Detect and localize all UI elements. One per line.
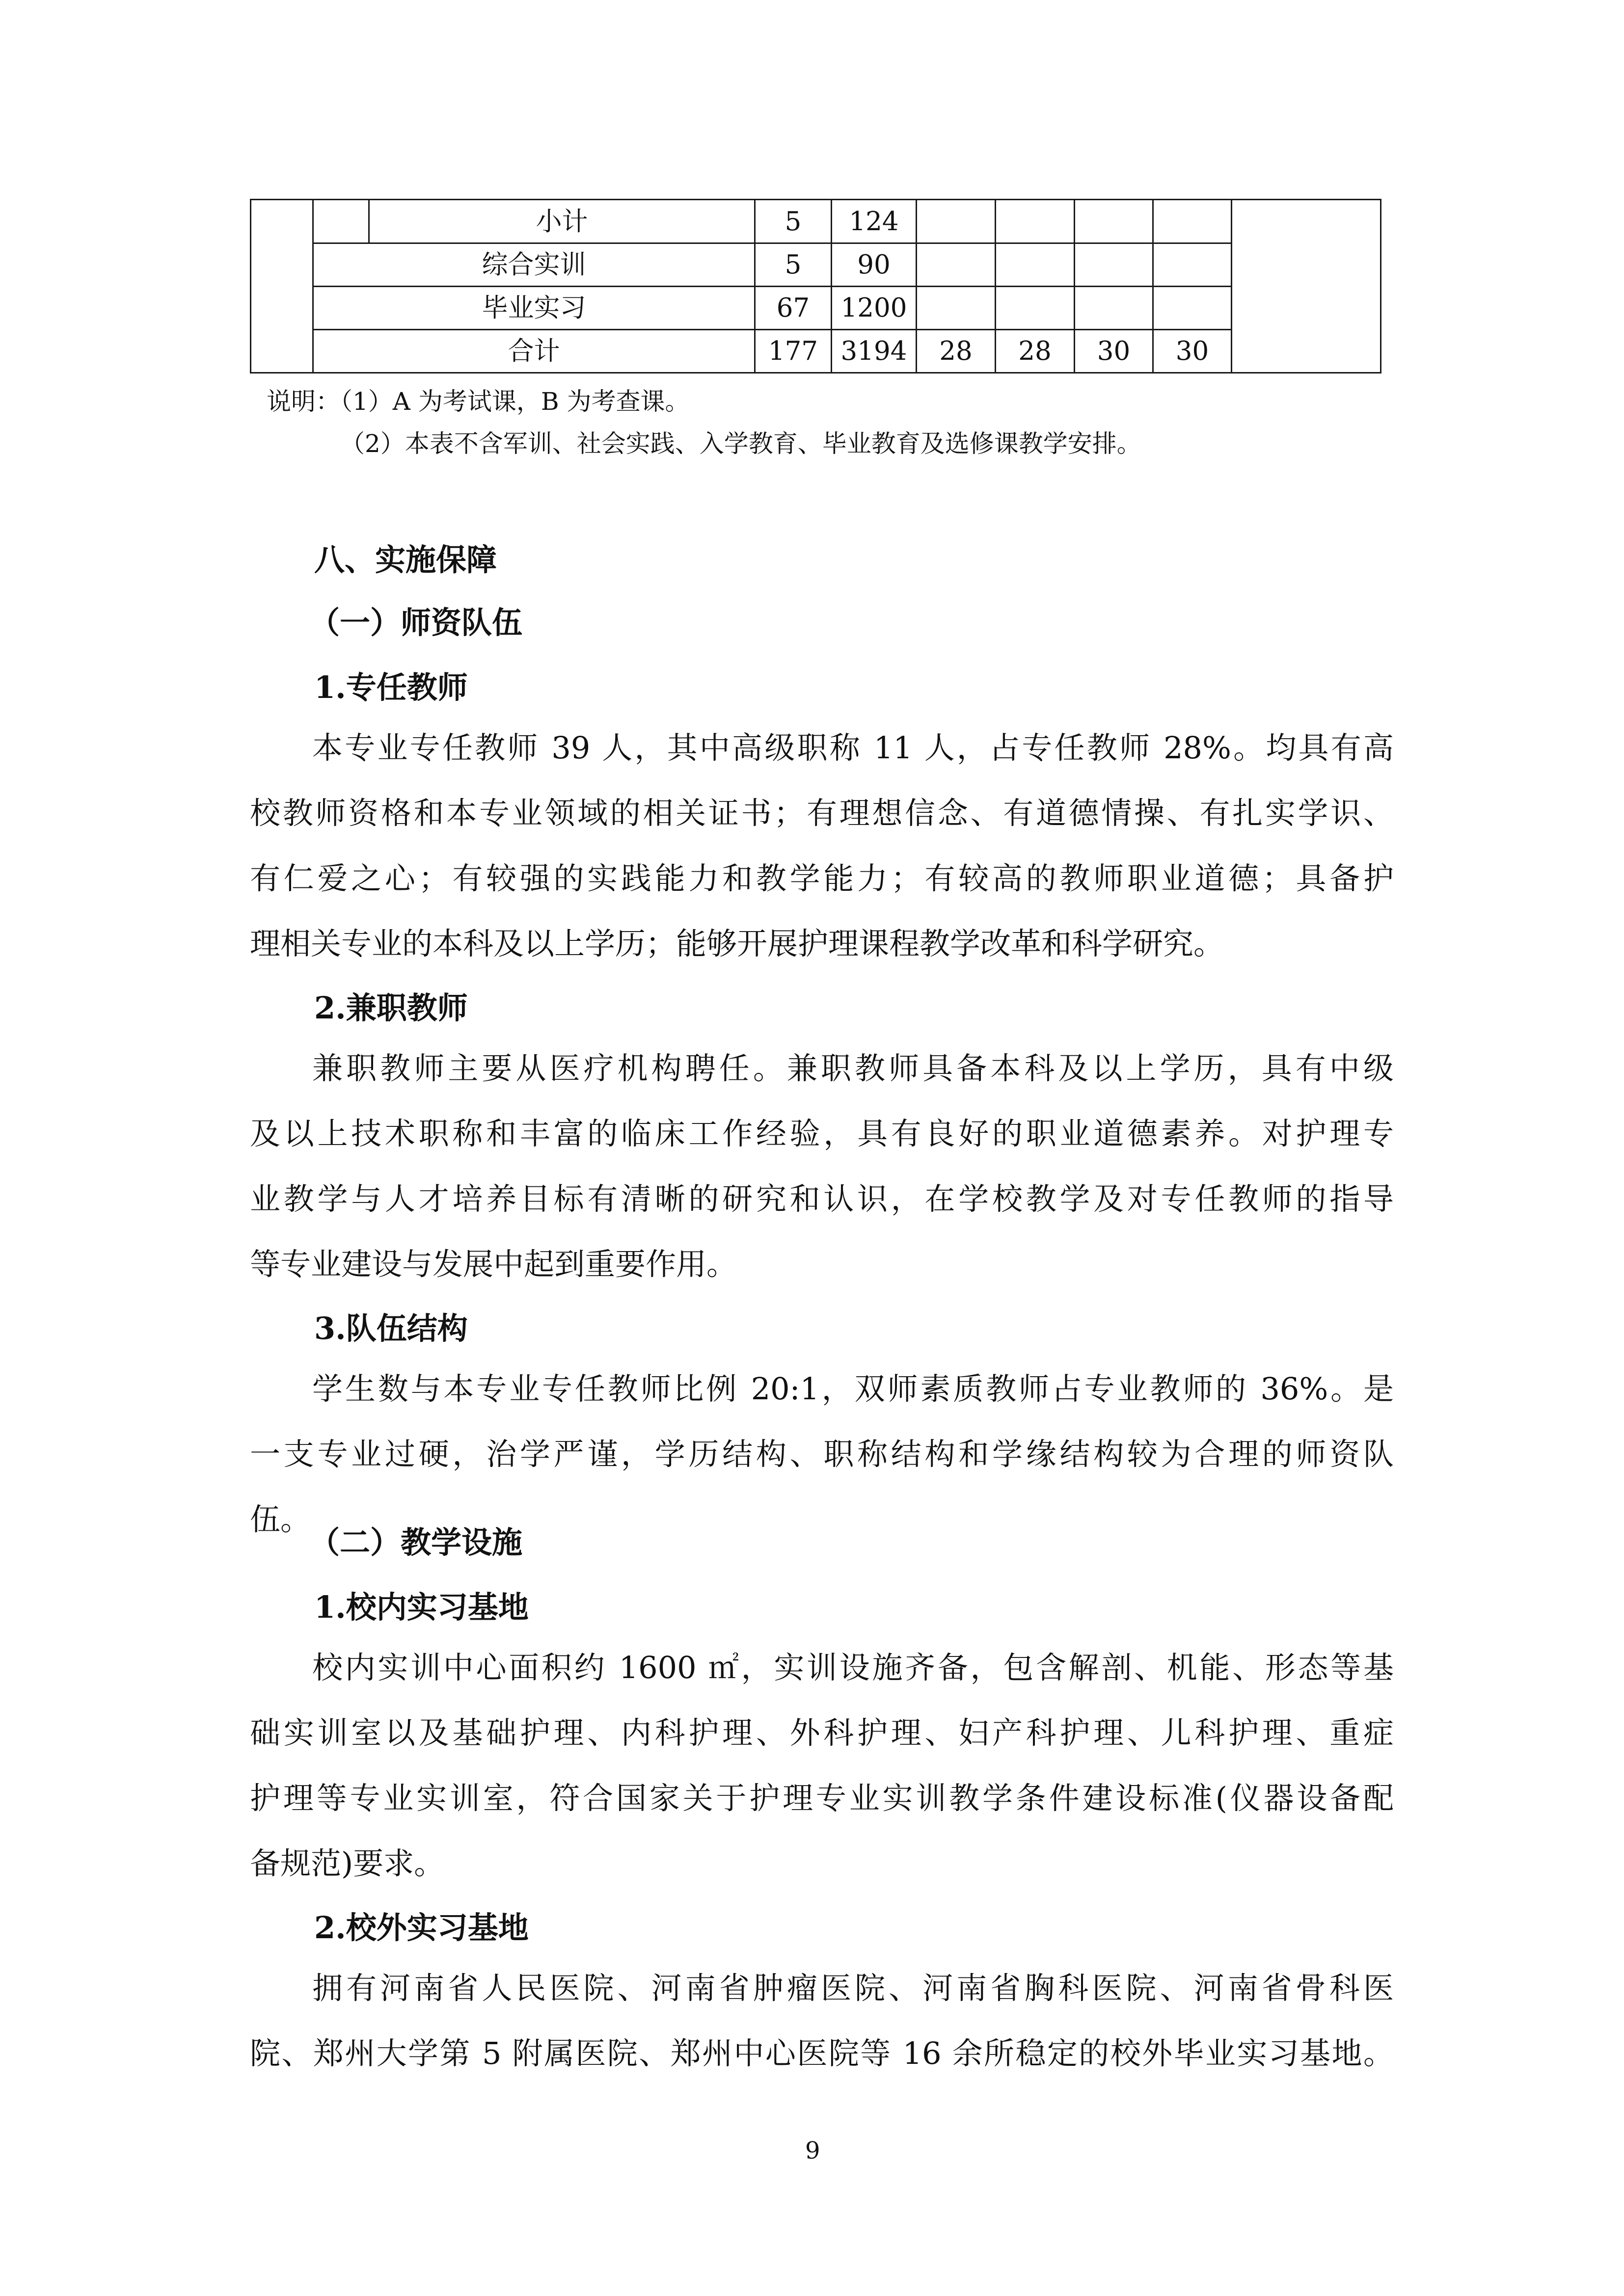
paragraph-line: 校内实训中心面积约 1600 ㎡，实训设施齐备，包含解剖、机能、形态等基 [312, 1650, 1394, 1685]
table-cell-label: 合计 [508, 336, 560, 366]
table-cell: 67 [776, 293, 810, 323]
table-cell: 3194 [840, 336, 907, 366]
paragraph-line: 及以上技术职称和丰富的临床工作经验，具有良好的职业道德素养。对护理专 [250, 1116, 1394, 1151]
curriculum-table [250, 199, 1381, 374]
table-rule [1231, 199, 1232, 374]
table-note-2: （2）本表不含军训、社会实践、入学教育、毕业教育及选修课教学安排。 [340, 429, 1141, 458]
table-cell: 28 [939, 336, 973, 366]
paragraph-line: 兼职教师主要从医疗机构聘任。兼职教师具备本科及以上学历，具有中级 [312, 1050, 1394, 1086]
paragraph-line: 业教学与人才培养目标有清晰的研究和认识，在学校教学及对专任教师的指导 [250, 1181, 1394, 1217]
paragraph-line: 学生数与本专业专任教师比例 20:1，双师素质教师占专业教师的 36%。是 [312, 1371, 1394, 1407]
paragraph-part-time-teachers [250, 1036, 1394, 1297]
paragraph-line: 拥有河南省人民医院、河南省肿瘤医院、河南省胸科医院、河南省骨科医 [312, 1970, 1394, 2006]
heading-team-structure: 3.队伍结构 [314, 1310, 468, 1346]
paragraph-line: 础实训室以及基础护理、内科护理、外科护理、妇产科护理、儿科护理、重症 [250, 1715, 1394, 1751]
subsection-title: （一）师资队伍 [309, 605, 523, 641]
table-cell: 124 [849, 206, 899, 237]
table-cell: 1200 [840, 293, 907, 323]
table-cell: 177 [768, 336, 818, 366]
paragraph-line: 备规范)要求。 [250, 1845, 445, 1881]
paragraph-line: 校教师资格和本专业领域的相关证书；有理想信念、有道德情操、有扎实学识、 [250, 795, 1394, 831]
heading-part-time-teachers: 2.兼职教师 [314, 990, 468, 1026]
paragraph-on-campus-base [250, 1635, 1394, 1896]
table-cell-label: 综合实训 [482, 250, 586, 280]
paragraph-full-time-teachers [250, 715, 1394, 976]
table-border-right [1380, 199, 1381, 374]
paragraph-line: 一支专业过硬，治学严谨，学历结构、职称结构和学缘结构较为合理的师资队 [250, 1436, 1394, 1472]
section-title: 八、实施保障 [314, 542, 497, 578]
table-cell: 5 [785, 206, 802, 237]
table-cell-label: 毕业实习 [482, 293, 586, 323]
heading-on-campus-base: 1.校内实习基地 [314, 1589, 529, 1625]
paragraph-off-campus-base [250, 1955, 1394, 2086]
paragraph-line: 理相关专业的本科及以上学历；能够开展护理课程教学改革和科学研究。 [250, 926, 1224, 961]
table-cell: 30 [1175, 336, 1209, 366]
heading-off-campus-base: 2.校外实习基地 [314, 1910, 529, 1946]
paragraph-line: 院、郑州大学第 5 附属医院、郑州中心医院等 16 余所稳定的校外毕业实习基地。 [250, 2035, 1394, 2071]
table-cell: 28 [1018, 336, 1052, 366]
table-border-bottom [250, 372, 1381, 374]
table-cell: 30 [1097, 336, 1131, 366]
heading-full-time-teachers: 1.专任教师 [314, 669, 468, 705]
table-cell: 90 [857, 250, 891, 280]
subsection-title: （二）教学设施 [309, 1524, 523, 1560]
paragraph-line: 伍。 [250, 1501, 311, 1537]
table-note-1: 说明：（1）A 为考试课，B 为考查课。 [267, 387, 690, 416]
paragraph-line: 等专业建设与发展中起到重要作用。 [250, 1246, 737, 1282]
paragraph-line: 护理等专业实训室，符合国家关于护理专业实训教学条件建设标准(仪器设备配 [250, 1780, 1394, 1816]
paragraph-team-structure [250, 1356, 1394, 1552]
paragraph-line: 有仁爱之心；有较强的实践能力和教学能力；有较高的教师职业道德；具备护 [250, 860, 1394, 896]
table-border-left [250, 199, 251, 374]
table-cell-label: 小计 [536, 206, 588, 237]
page-number: 9 [805, 2137, 820, 2164]
paragraph-line: 本专业专任教师 39 人，其中高级职称 11 人，占专任教师 28%。均具有高 [312, 730, 1394, 766]
table-cell: 5 [785, 250, 802, 280]
